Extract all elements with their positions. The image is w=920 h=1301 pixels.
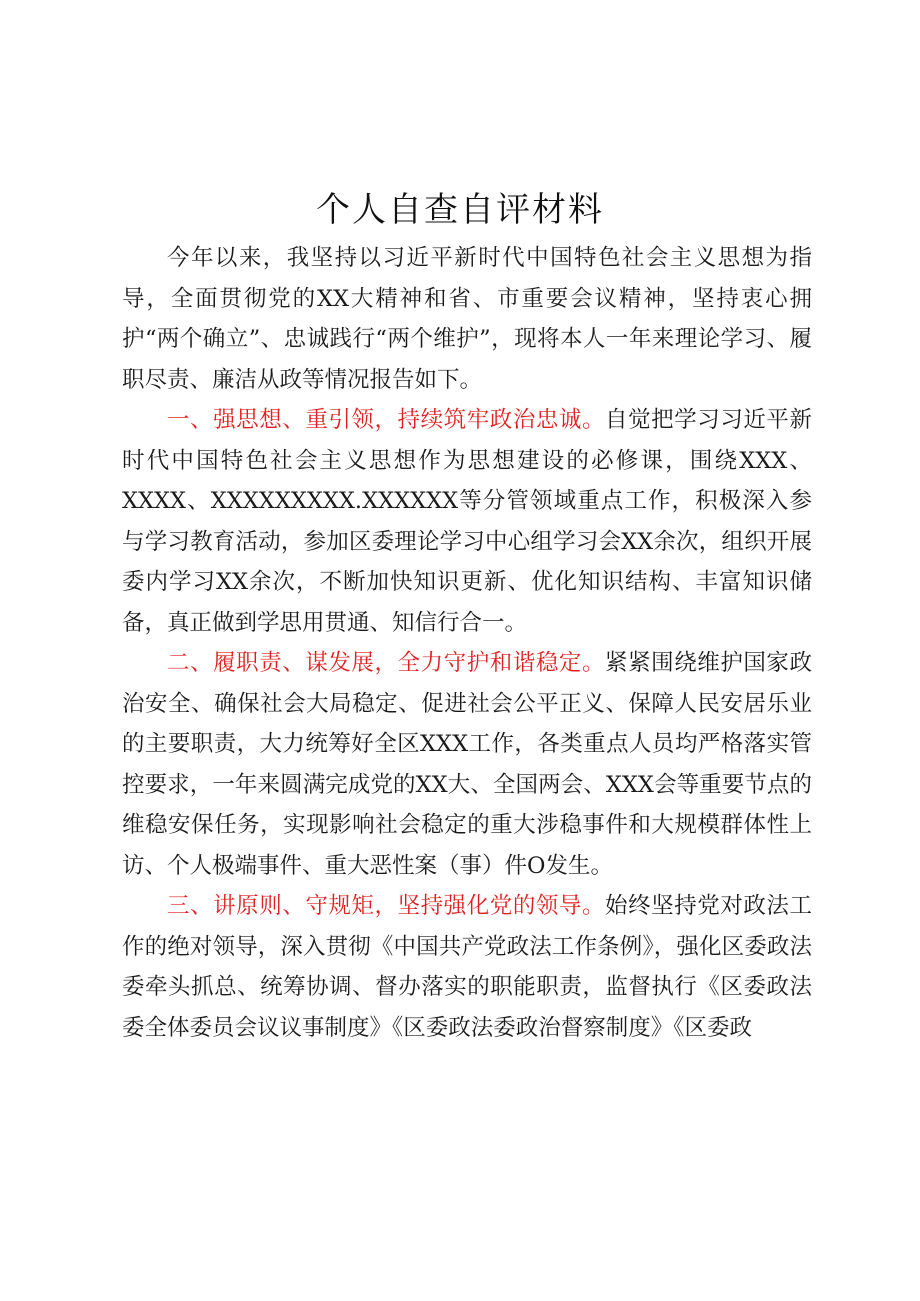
intro-paragraph: 今年以来，我坚持以习近平新时代中国特色社会主义思想为指导，全面贯彻党的XX大精神和省、市重要会议精神，坚持衷心拥护“两个确立”、忠诚践行“两个维护”，现将本人一年来理论学习、履职尽责、廉洁从政等情况报告如下。 <box>122 245 812 393</box>
section-text-1: 自觉把学习习近平新时代中国特色社会主义思想作为思想建设的必修课，围绕XXX、XXXX、XXXXXXXXX.XXXXXX等分管领域重点工作，积极深入参与学习教育活动，参加区委理论学习中心组学习会XX余次，组织开展委内学习XX余次，不断加快知识更新、优化知识结构、丰富知识储备，真正做到学思用贯通、知信行合一。 <box>122 407 812 636</box>
section-paragraph-2 <box>122 643 812 886</box>
section-heading-2: 二、履职责、谋发展，全力守护和谐稳定。 <box>167 650 606 676</box>
section-text-2: 紧紧围绕维护国家政治安全、确保社会大局稳定、促进社会公平正义、保障人民安居乐业的主要职责，大力统筹好全区XXX工作，各类重点人员均严格落实管控要求，一年来圆满完成党的XX大、全国两会、XXX会等重要节点的维稳安保任务，实现影响社会稳定的重大涉稳事件和大规模群体性上访、个人极端事件、重大恶性案（事）件O发生。 <box>122 650 812 879</box>
section-heading-3: 三、讲原则、守规矩，坚持强化党的领导。 <box>167 893 606 919</box>
section-text-3: 始终坚持党对政法工作的绝对领导，深入贯彻《中国共产党政法工作条例》，强化区委政法委牵头抓总、统筹协调、督办落实的职能职责，监督执行《区委政法委全体委员会议议事制度》《区委政法委政治督察制度》《区委政 <box>122 893 812 1041</box>
section-paragraph-3 <box>122 886 812 1048</box>
document-title: 个人自查自评材料 <box>316 190 604 230</box>
section-heading-1: 一、强思想、重引领，持续筑牢政治忠诚。 <box>167 407 606 433</box>
section-paragraph-1 <box>122 400 812 643</box>
document-body <box>122 238 812 1048</box>
